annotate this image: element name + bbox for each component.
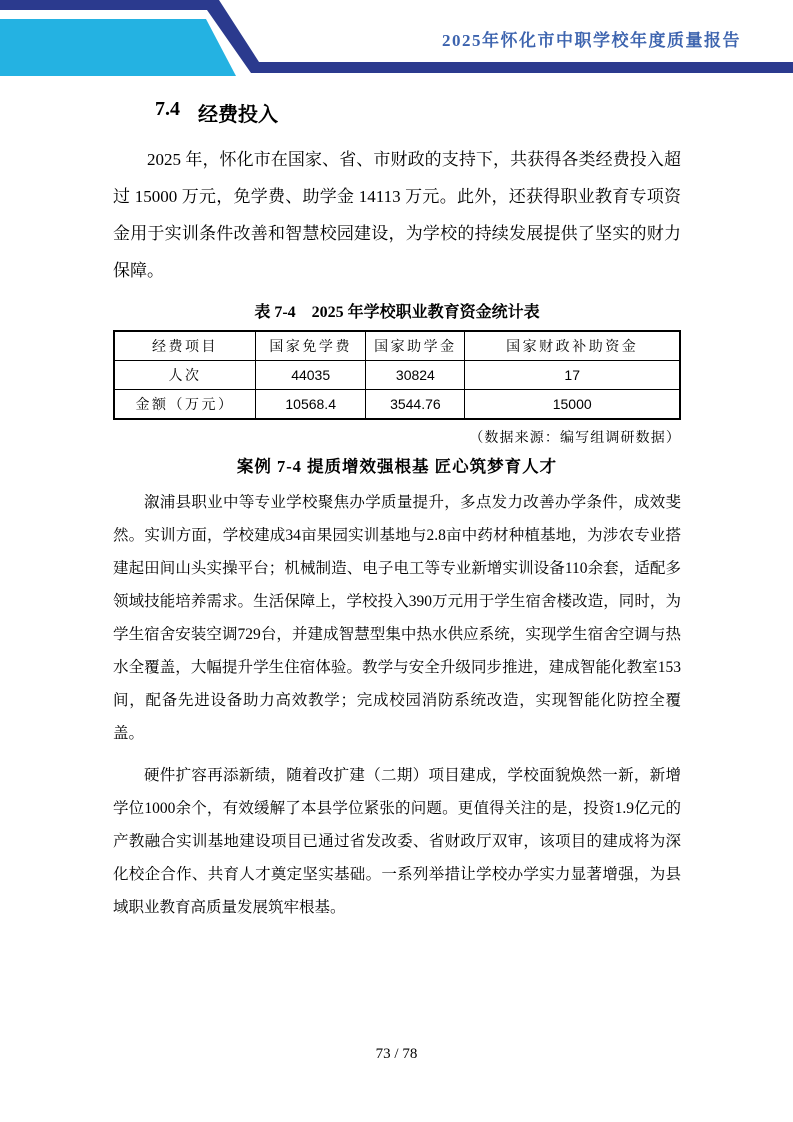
page-content	[113, 76, 681, 924]
section-title: 经费投入	[198, 104, 278, 126]
table-caption-title: 2025 年学校职业教育资金统计表	[311, 304, 540, 321]
section-number: 7.4	[155, 98, 180, 120]
table-cell: 17	[465, 361, 680, 390]
case-paragraph-1: 溆浦县职业中等专业学校聚焦办学质量提升，多点发力改善办学条件，成效斐然。实训方面，学校建成34亩果园实训基地与2.8亩中药材种植基地，为涉农专业搭建起田间山头实操平台；机械制造、电子电工等专业新增实训设备110余套，适配多领域技能培养需求。生活保障上，学校投入390万元用于学生宿舍楼改造，同时，为学生宿舍安装空调729台，并建成智慧型集中热水供应系统，实现学生宿舍空调与热水全覆盖，大幅提升学生住宿体验。教学与安全升级同步推进，建成智能化教室153间，配备先进设备助力高效教学；完成校园消防系统改造，实现智能化防控全覆盖。	[113, 494, 681, 742]
table-header-row	[114, 331, 680, 361]
page-header	[0, 0, 793, 80]
table-header-cell: 国家助学金	[366, 331, 465, 361]
table-cell: 44035	[256, 361, 366, 390]
table-header-cell: 国家免学费	[256, 331, 366, 361]
intro-paragraph: 2025 年，怀化市在国家、省、市财政的支持下，共获得各类经费投入超过 15000 万元，免学费、助学金 14113 万元。此外，还获得职业教育专项资金用于实训条件改善和智慧校园建设，为学校的持续发展提供了坚实的财力保障。	[113, 150, 681, 280]
case-paragraph-2: 硬件扩容再添新绩，随着改扩建（二期）项目建成，学校面貌焕然一新，新增学位1000余个，有效缓解了本县学位紧张的问题。更值得关注的是，投资1.9亿元的产教融合实训基地建设项目已通过省发改委、省财政厅双审，该项目的建成将为深化校企合作、共育人才奠定坚实基础。一系列举措让学校办学实力显著增强，为县域职业教育高质量发展筑牢根基。	[113, 767, 681, 916]
table-cell: 金额（万元）	[114, 390, 256, 420]
table-cell: 30824	[366, 361, 465, 390]
report-title: 2025年怀化市中职学校年度质量报告	[442, 31, 741, 50]
table-header-cell: 经费项目	[114, 331, 256, 361]
page-number: 73 / 78	[375, 1046, 418, 1062]
table-caption	[113, 299, 681, 322]
table-row	[114, 361, 680, 390]
table-cell: 10568.4	[256, 390, 366, 420]
case-heading: 案例 7-4 提质增效强根基 匠心筑梦育人才	[236, 457, 558, 476]
section-heading	[155, 98, 681, 127]
table-caption-label: 表 7-4	[254, 304, 296, 321]
data-source-note: （数据来源：编写组调研数据）	[469, 431, 681, 446]
table-row	[114, 390, 680, 420]
table-header-cell: 国家财政补助资金	[465, 331, 680, 361]
table-cell: 15000	[465, 390, 680, 420]
funding-table	[113, 330, 681, 420]
table-cell: 3544.76	[366, 390, 465, 420]
table-cell: 人次	[114, 361, 256, 390]
header-cyan-parallelogram	[0, 19, 236, 76]
